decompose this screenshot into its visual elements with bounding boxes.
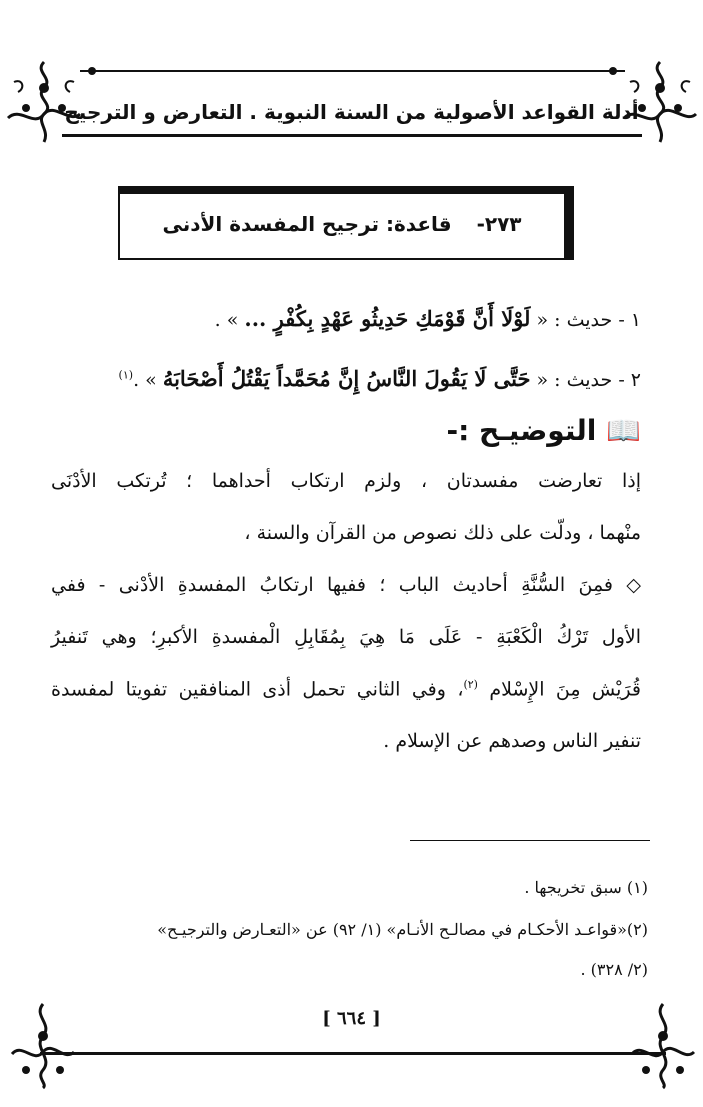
hadith-2 [119,366,641,391]
footnote-ref-2[interactable]: (٢) [463,678,478,691]
rule-title-text: قاعدة: ترجيح المفسدة الأدنى [162,212,452,236]
body-line-1: إذا تعارضت مفسدتان ، ولزم ارتكاب أحداهما ؛ تُرتكب الأدْنَى [51,470,641,492]
bottom-divider [40,1052,666,1055]
book-icon: 📖 [606,414,641,447]
hadith-2-prefix: ٢ - حديث : « [530,369,641,391]
hadith-1 [215,306,641,331]
hadith-1-prefix: ١ - حديث : « [530,309,641,331]
hadith-2-text: حَتَّى لَا يَقُولَ النَّاسُ إِنَّ مُحَمَّداً يَقْتُلُ أَصْحَابَهُ [162,366,531,391]
page-number: [ ٦٦٤ ] [322,1008,381,1029]
body-line-3: ◇ فمِنَ السُّنَّةِ أحاديث الباب ؛ ففيها ارتكابُ المفسدةِ الأدْنى - ففي [51,574,641,596]
footnote-ref-1[interactable]: (١) [118,368,134,382]
rule-title-box [118,186,574,260]
bottom-right-ornament [628,1000,698,1090]
footnote-2: (٢)«قواعـد الأحكـام في مصالـح الأنـام» (١/ ٩٢) عن «التعـارض والترجيـح» [157,920,648,939]
header-divider [62,134,642,137]
hadith-2-suffix: » . [133,369,163,391]
rule-title [120,212,564,236]
body-line-6: تنفير الناس وصدهم عن الإسلام . [383,730,641,752]
body-line-4: الأول تَرْكُ الْكَعْبَةِ - عَلَى مَا هِيَ بِمُقَابِلِ الْمفسدةِ الأكبرِ؛ وهي تَنفيرُ [51,626,641,648]
body-line-2: منْهما ، ودلّت على ذلك نصوص من القرآن والسنة ، [244,522,641,544]
explanation-heading: 📖 التوضيـح :- [446,414,641,447]
rule-number: ٢٧٣- [476,212,522,236]
hadith-1-suffix: » . [214,309,245,331]
hadith-1-text: لَوْلَا أَنَّ قَوْمَكِ حَدِيثُو عَهْدٍ بِكُفْرٍ ... [244,306,531,331]
footnote-1: (١) سبق تخريجها . [524,878,648,897]
top-scroll-line [80,64,625,78]
body-line-5: قُرَيْش مِنَ الإِسْلام $^{(٢)}$، وفي الثاني تحمل أذى المنافقين تفويتا لمفسدة [51,678,641,701]
bottom-left-ornament [8,1000,78,1090]
footnote-divider [410,840,650,841]
running-header: أدلة القواعد الأصولية من السنة النبوية . التعارض و الترجيح [64,100,639,124]
footnote-2-cont: (٢/ ٣٢٨) . [580,960,648,979]
